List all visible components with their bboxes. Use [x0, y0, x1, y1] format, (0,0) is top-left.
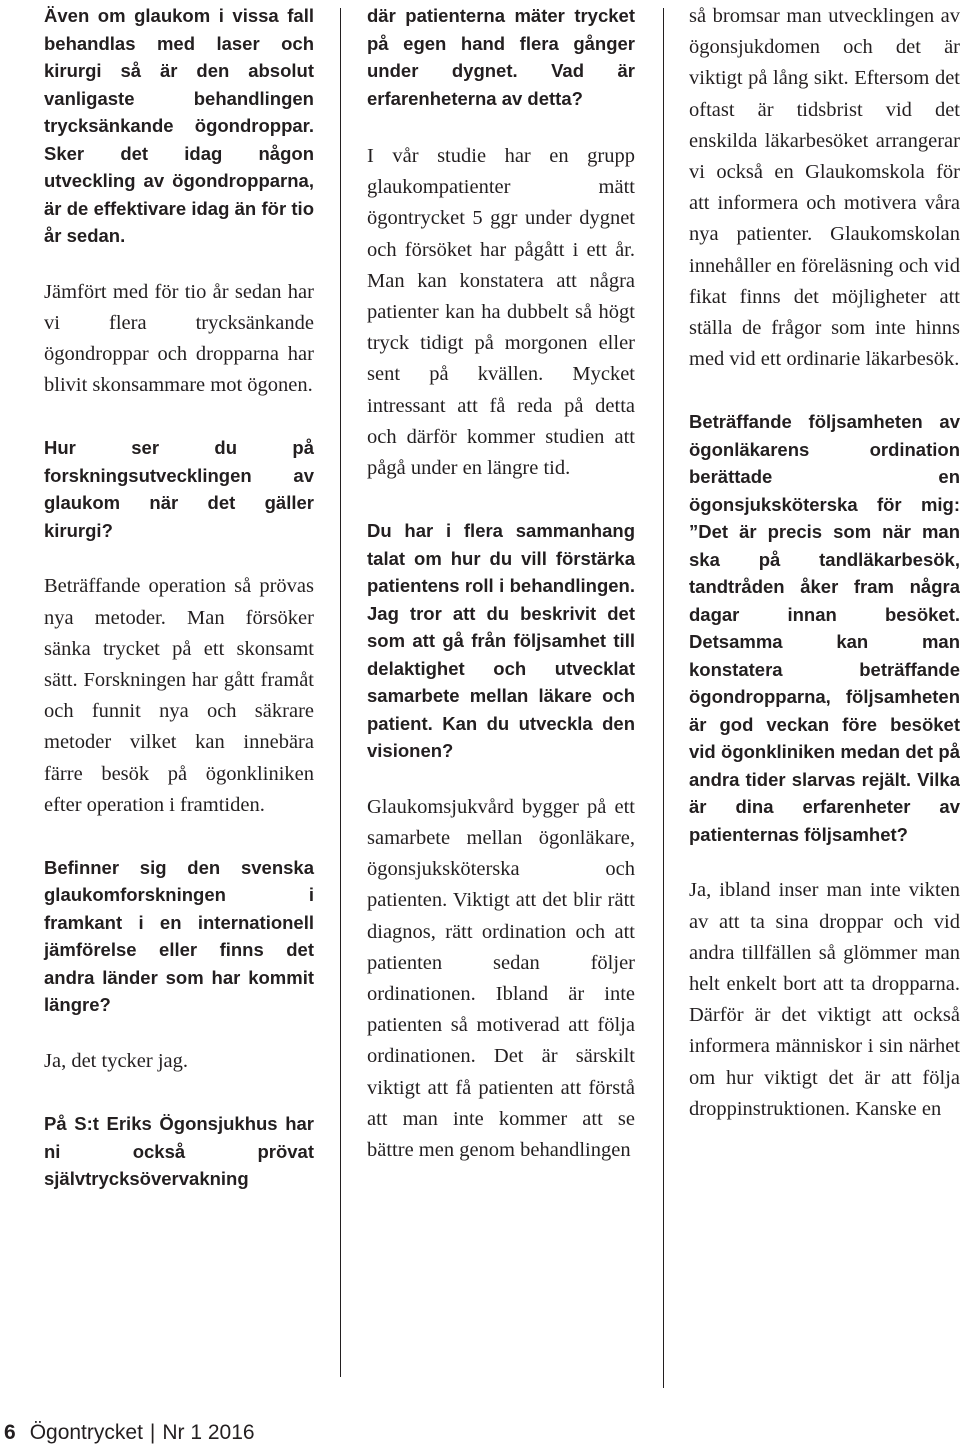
answer-2: Beträffande operation så prövas nya metoder. Man försöker sänka trycket på ett skonsamt sätt. Forskningen har gått framåt och funnit nya och säkrare metoder vilket kan innebära färre besök på ögonkliniken efter operation i framtiden.	[44, 575, 314, 816]
column-divider-2	[663, 8, 664, 1388]
question-4-continued: där patienterna mäter trycket på egen hand flera gånger under dygnet. Vad är erfarenheterna av detta?	[367, 5, 635, 109]
answer-3: Ja, det tycker jag.	[44, 1049, 189, 1072]
answer-1: Jämfört med för tio år sedan har vi flera trycksänkande ögondroppar och dropparna har blivit skonsammare mot ögonen.	[44, 280, 314, 397]
publication-name: Ögontrycket	[29, 1421, 143, 1444]
question-4: På S:t Eriks Ögonsjukhus har ni också prövat självtrycksövervakning	[44, 1113, 314, 1190]
answer-5: Glaukomsjukvård bygger på ett samarbete mellan ögonläkare, ögonsjuksköterska och patienten. Viktigt att det blir rätt diagnos, rätt ordination och att patienten sedan följer ordinationen. Ibland är inte patienten så motiverad att följa ordinationen. Det är särskilt viktigt att få patienten att förstå att man inte kommer att se bättre men genom behandlingen	[367, 795, 635, 1161]
column-divider-1	[340, 8, 341, 1377]
answer-6: Ja, ibland inser man inte vikten av att ta sina droppar och vid andra tillfällen så glömmer man helt enkelt bort att ta dropparna. Därför är det viktigt att också informera människor i sin närhet om hur viktigt det är att följa droppinstruktionen. Kanske en	[689, 879, 960, 1120]
question-2: Hur ser du på forskningsutvecklingen av glaukom när det gäller kirurgi?	[44, 437, 314, 541]
page-footer	[4, 1420, 255, 1446]
question-5: Du har i flera sammanhang talat om hur du vill förstärka patientens roll i behandlingen. Jag tror att du beskrivit det som att gå från följsamhet till delaktighet och utvecklat samarbete mellan läkare och patient. Kan du utveckla den visionen?	[367, 520, 635, 762]
question-3: Befinner sig den svenska glaukomforskningen i framkant i en internationell jämförelse eller finns det andra länder som har kommit längre?	[44, 856, 314, 1016]
question-6: Beträffande följsamheten av ögonläkarens ordination berättade en ögonsjuksköterska för mig: ”Det är precis som när man ska på tandläkarbesök, tandtråden åker fram några dagar innan besöket. Detsamma kan man konstatera beträffande ögondropparna, följsamheten är god veckan före besöket vid ögonkliniken medan det på andra tider slarvas rejält. Vilka är dina erfarenheter av patienternas följsamhet?	[689, 411, 960, 845]
footer-separator: |	[149, 1421, 156, 1444]
column-1	[44, 0, 314, 1193]
issue-label: Nr 1 2016	[162, 1421, 255, 1444]
question-1-continued: Även om glaukom i vissa fall behandlas med laser och kirurgi så är den absolut vanligaste behandlingen trycksänkande ögondroppar. Sker det idag någon utveckling av ögondropparna, är de effektivare idag än för tio år sedan.	[44, 5, 314, 246]
page-number: 6	[4, 1421, 16, 1444]
answer-4: I vår studie har en grupp glaukompatienter mätt ögontrycket 5 ggr under dygnet och försöket har pågått i ett år. Man kan konstatera att några patienter kan ha dubbelt så högt tryck tidigt på morgonen eller sent på kvällen. Mycket intressant att få reda på detta och därför kommer studien att pågå under en längre tid.	[367, 145, 635, 480]
column-2	[367, 0, 635, 1166]
column-3	[689, 0, 960, 1125]
answer-5-continued: så bromsar man utvecklingen av ögonsjukdomen och det är viktigt på lång sikt. Eftersom det oftast är tidsbrist vid det enskilda läkarbesöket arrangerar vi också en Glaukomskola för att informera och motivera våra nya patienter. Glaukomskolan innehåller en föreläsning och vid fikat finns det möjligheter att ställa de frågor som inte hinns med vid ett ordinarie läkarbesök.	[689, 5, 960, 371]
